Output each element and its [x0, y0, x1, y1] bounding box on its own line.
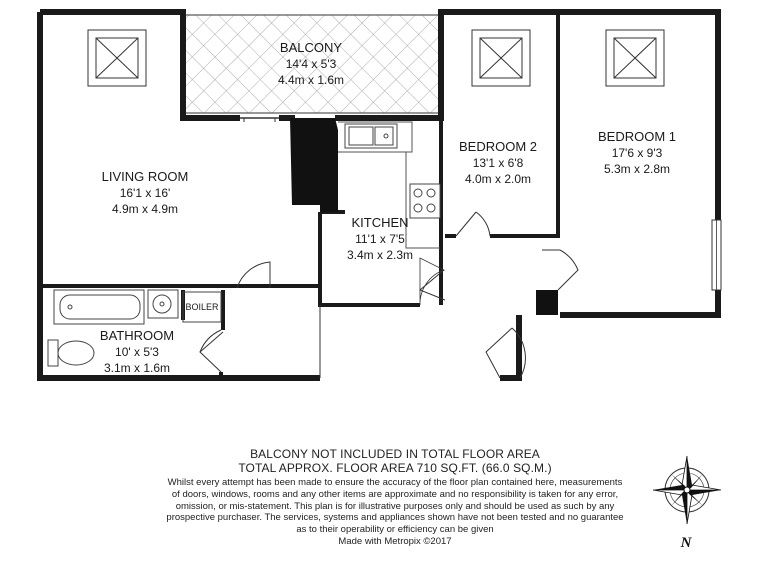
- svg-text:3.1m x 1.6m: 3.1m x 1.6m: [103, 361, 171, 375]
- sink-icon: [345, 124, 397, 148]
- svg-text:BEDROOM 2: BEDROOM 2: [458, 139, 538, 154]
- disclaimer-line: as to their operability or efficiency can be given: [296, 524, 494, 536]
- svg-text:4.4m x 1.6m: 4.4m x 1.6m: [277, 73, 345, 87]
- svg-text:14'4 x 5'3: 14'4 x 5'3: [285, 57, 337, 71]
- svg-text:KITCHEN: KITCHEN: [351, 215, 409, 230]
- svg-text:BEDROOM 1: BEDROOM 1: [597, 129, 677, 144]
- bedroom2-label: [459, 139, 537, 186]
- disclaimer-line: prospective purchaser. The services, systems and appliances shown have not been tested and no guarantee: [166, 512, 624, 524]
- svg-text:17'6 x 9'3: 17'6 x 9'3: [611, 146, 663, 160]
- balcony-label: [278, 40, 344, 87]
- disclaimer: [120, 477, 670, 536]
- footer: [120, 447, 670, 548]
- svg-text:3.4m x 2.3m: 3.4m x 2.3m: [346, 248, 414, 262]
- disclaimer-line: Whilst every attempt has been made to ensure the accuracy of the floor plan contained here, measurements: [167, 477, 623, 488]
- metropix-credit: Made with Metropix ©2017: [338, 535, 452, 547]
- basin-icon: [148, 290, 178, 318]
- svg-text:BALCONY: BALCONY: [279, 40, 343, 55]
- disclaimer-line: of doors, windows, rooms and any other items are approximate and no responsibility is taken for any error,: [171, 488, 619, 500]
- skylight-bedroom1: [606, 30, 664, 86]
- svg-text:11'1 x 7'5: 11'1 x 7'5: [355, 232, 405, 246]
- svg-text:BATHROOM: BATHROOM: [99, 328, 175, 343]
- boiler-label: [185, 302, 219, 312]
- bathroom-label: [100, 328, 174, 375]
- living-room-label: [102, 169, 189, 216]
- window-bedroom1: [712, 220, 721, 290]
- svg-text:13'1 x 6'8: 13'1 x 6'8: [472, 156, 524, 170]
- bedroom1-label: [598, 129, 676, 176]
- kitchen-label: [347, 215, 413, 262]
- disclaimer-line: omission, or mis-statement. This plan is for illustrative purposes only and should be used as such by any: [175, 500, 615, 512]
- svg-text:16'1 x 16': 16'1 x 16': [119, 186, 171, 200]
- toilet-icon: [48, 340, 94, 366]
- svg-text:10' x 5'3: 10' x 5'3: [115, 345, 159, 359]
- svg-text:BOILER: BOILER: [185, 302, 219, 312]
- compass-north-label: N: [680, 535, 692, 551]
- svg-text:LIVING ROOM: LIVING ROOM: [101, 169, 189, 184]
- svg-text:4.9m x 4.9m: 4.9m x 4.9m: [111, 202, 179, 216]
- skylight-bedroom2: [472, 30, 530, 86]
- svg-text:4.0m x 2.0m: 4.0m x 2.0m: [464, 172, 532, 186]
- svg-text:5.3m x 2.8m: 5.3m x 2.8m: [603, 162, 671, 176]
- skylight-living: [88, 30, 146, 86]
- bathtub-icon: [54, 290, 144, 324]
- balcony-note: BALCONY NOT INCLUDED IN TOTAL FLOOR AREA: [250, 447, 540, 461]
- hob-icon: [410, 184, 440, 218]
- total-floor-area: TOTAL APPROX. FLOOR AREA 710 SQ.FT. (66.0 SQ.M.): [238, 461, 552, 475]
